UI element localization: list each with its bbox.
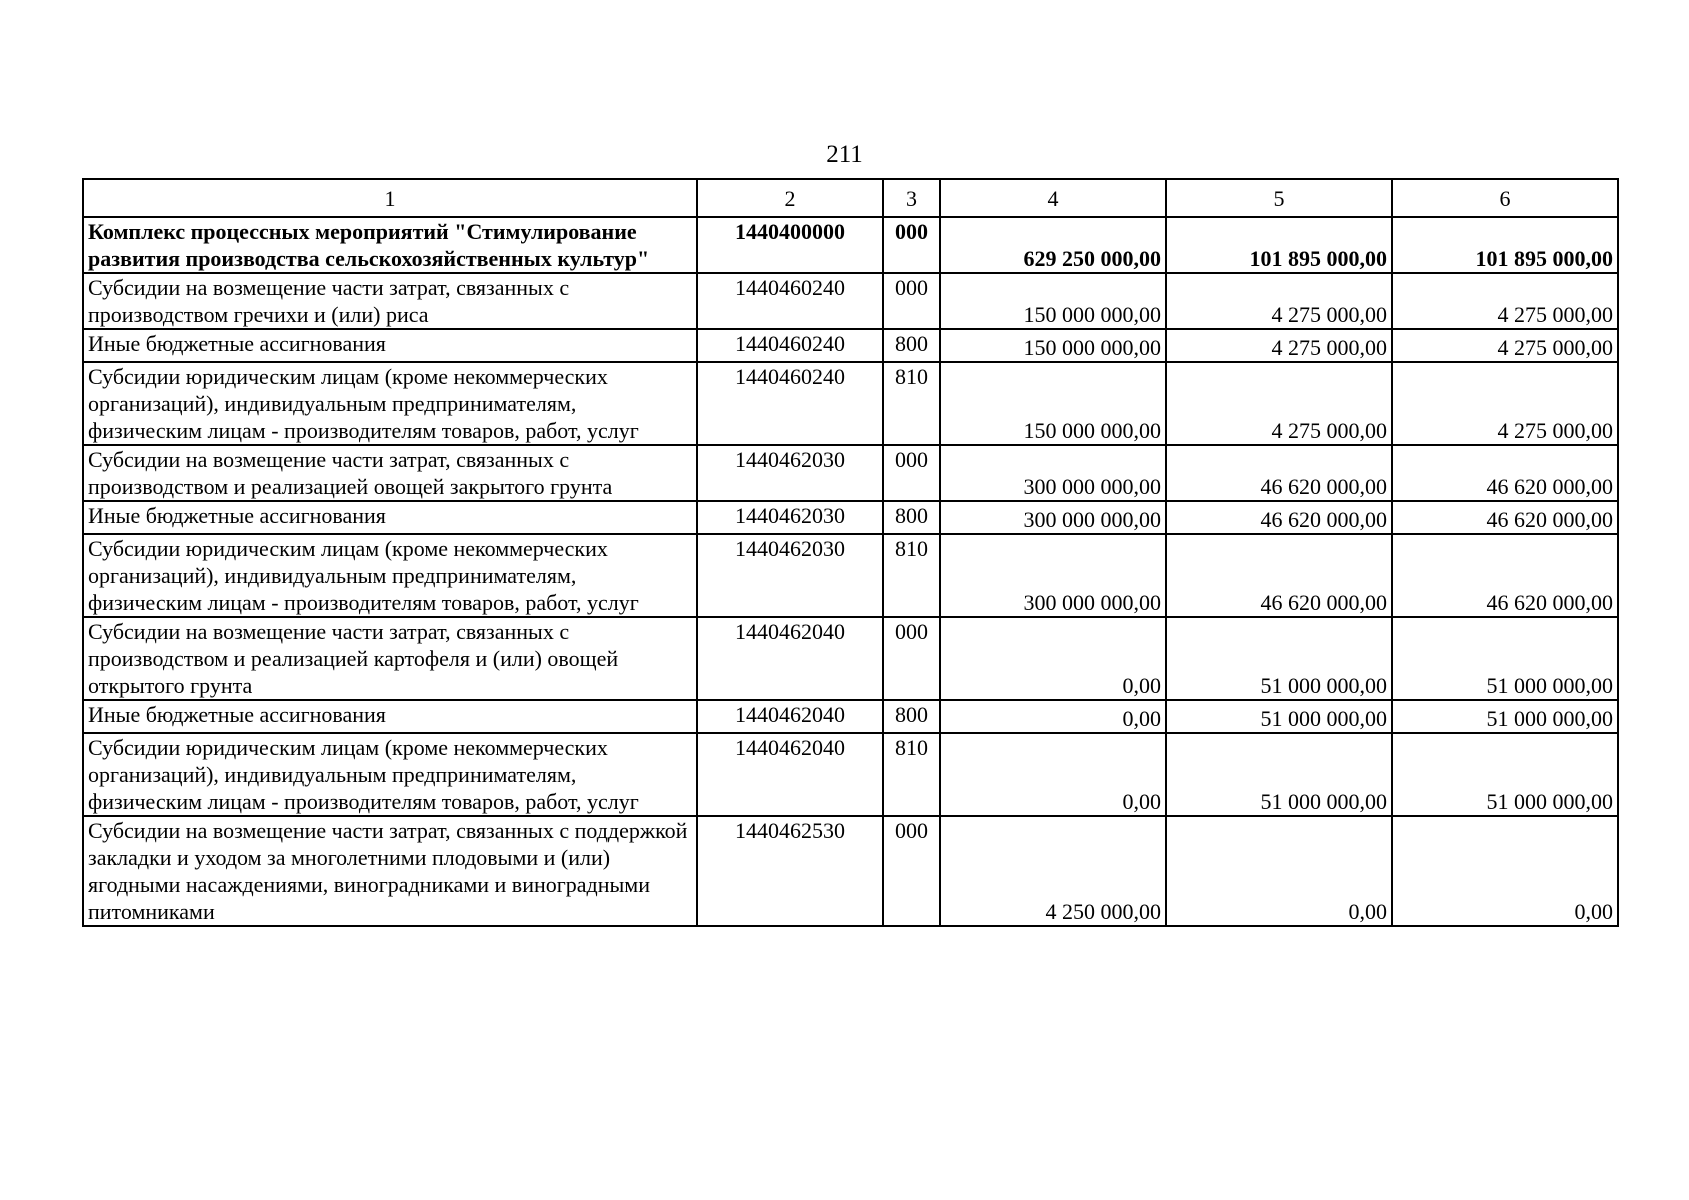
column-header: 6	[1392, 179, 1618, 217]
row-amount-col6: 46 620 000,00	[1392, 534, 1618, 617]
table-row	[83, 329, 1618, 362]
row-expense-type: 800	[883, 329, 940, 362]
table-row	[83, 700, 1618, 733]
row-expense-type: 000	[883, 816, 940, 926]
row-amount-col6: 46 620 000,00	[1392, 445, 1618, 501]
row-description: Субсидии на возмещение части затрат, связанных с производством гречихи и (или) риса	[83, 273, 697, 329]
row-description: Субсидии юридическим лицам (кроме некоммерческих организаций), индивидуальным предпринимателям, физическим лицам - производителям товаров, работ, услуг	[83, 534, 697, 617]
table-row	[83, 534, 1618, 617]
column-header: 4	[940, 179, 1166, 217]
row-expense-type: 810	[883, 534, 940, 617]
row-amount-col5: 101 895 000,00	[1166, 217, 1392, 273]
row-description: Иные бюджетные ассигнования	[83, 329, 697, 362]
column-header: 3	[883, 179, 940, 217]
row-amount-col5: 46 620 000,00	[1166, 445, 1392, 501]
table-row	[83, 733, 1618, 816]
table-row	[83, 445, 1618, 501]
row-amount-col4: 0,00	[940, 733, 1166, 816]
row-amount-col5: 51 000 000,00	[1166, 617, 1392, 700]
row-amount-col4: 300 000 000,00	[940, 445, 1166, 501]
row-expense-type: 810	[883, 362, 940, 445]
column-header: 1	[83, 179, 697, 217]
page-number: 211	[826, 141, 863, 168]
row-amount-col4: 629 250 000,00	[940, 217, 1166, 273]
row-amount-col4: 300 000 000,00	[940, 534, 1166, 617]
row-code: 1440462030	[697, 445, 883, 501]
row-expense-type: 000	[883, 617, 940, 700]
row-amount-col6: 4 275 000,00	[1392, 329, 1618, 362]
table-row	[83, 617, 1618, 700]
row-expense-type: 000	[883, 217, 940, 273]
row-description: Субсидии юридическим лицам (кроме некоммерческих организаций), индивидуальным предпринимателям, физическим лицам - производителям товаров, работ, услуг	[83, 362, 697, 445]
row-description: Субсидии на возмещение части затрат, связанных с производством и реализацией овощей закрытого грунта	[83, 445, 697, 501]
row-amount-col4: 150 000 000,00	[940, 329, 1166, 362]
row-amount-col5: 51 000 000,00	[1166, 700, 1392, 733]
row-expense-type: 000	[883, 445, 940, 501]
row-amount-col4: 150 000 000,00	[940, 273, 1166, 329]
row-code: 1440460240	[697, 273, 883, 329]
row-expense-type: 800	[883, 700, 940, 733]
row-amount-col6: 0,00	[1392, 816, 1618, 926]
row-amount-col5: 0,00	[1166, 816, 1392, 926]
row-amount-col6: 4 275 000,00	[1392, 273, 1618, 329]
table-row	[83, 273, 1618, 329]
row-code: 1440462040	[697, 617, 883, 700]
row-amount-col5: 4 275 000,00	[1166, 329, 1392, 362]
row-amount-col4: 300 000 000,00	[940, 501, 1166, 534]
table-row	[83, 816, 1618, 926]
row-amount-col5: 4 275 000,00	[1166, 362, 1392, 445]
row-expense-type: 810	[883, 733, 940, 816]
table-row	[83, 501, 1618, 534]
row-code: 1440400000	[697, 217, 883, 273]
row-expense-type: 800	[883, 501, 940, 534]
row-code: 1440462040	[697, 733, 883, 816]
row-amount-col6: 51 000 000,00	[1392, 617, 1618, 700]
row-amount-col5: 4 275 000,00	[1166, 273, 1392, 329]
table-header-row	[83, 179, 1618, 217]
row-code: 1440462030	[697, 534, 883, 617]
row-code: 1440462030	[697, 501, 883, 534]
column-header: 5	[1166, 179, 1392, 217]
row-code: 1440460240	[697, 329, 883, 362]
row-code: 1440460240	[697, 362, 883, 445]
row-amount-col6: 51 000 000,00	[1392, 733, 1618, 816]
row-description: Иные бюджетные ассигнования	[83, 501, 697, 534]
row-description: Иные бюджетные ассигнования	[83, 700, 697, 733]
row-description: Субсидии на возмещение части затрат, связанных с производством и реализацией картофеля и (или) овощей открытого грунта	[83, 617, 697, 700]
row-amount-col5: 46 620 000,00	[1166, 501, 1392, 534]
table-row	[83, 362, 1618, 445]
row-amount-col4: 150 000 000,00	[940, 362, 1166, 445]
row-amount-col5: 51 000 000,00	[1166, 733, 1392, 816]
row-amount-col6: 46 620 000,00	[1392, 501, 1618, 534]
row-amount-col6: 4 275 000,00	[1392, 362, 1618, 445]
budget-table	[82, 178, 1619, 927]
row-amount-col5: 46 620 000,00	[1166, 534, 1392, 617]
row-amount-col4: 0,00	[940, 617, 1166, 700]
table-row	[83, 217, 1618, 273]
row-expense-type: 000	[883, 273, 940, 329]
row-amount-col4: 4 250 000,00	[940, 816, 1166, 926]
row-amount-col6: 101 895 000,00	[1392, 217, 1618, 273]
column-header: 2	[697, 179, 883, 217]
row-description: Субсидии юридическим лицам (кроме некоммерческих организаций), индивидуальным предпринимателям, физическим лицам - производителям товаров, работ, услуг	[83, 733, 697, 816]
row-code: 1440462040	[697, 700, 883, 733]
row-amount-col6: 51 000 000,00	[1392, 700, 1618, 733]
row-description: Комплекс процессных мероприятий "Стимулирование развития производства сельскохозяйственных культур"	[83, 217, 697, 273]
row-description: Субсидии на возмещение части затрат, связанных с поддержкой закладки и уходом за многолетними плодовыми и (или) ягодными насаждениями, виноградниками и виноградными питомниками	[83, 816, 697, 926]
row-amount-col4: 0,00	[940, 700, 1166, 733]
row-code: 1440462530	[697, 816, 883, 926]
